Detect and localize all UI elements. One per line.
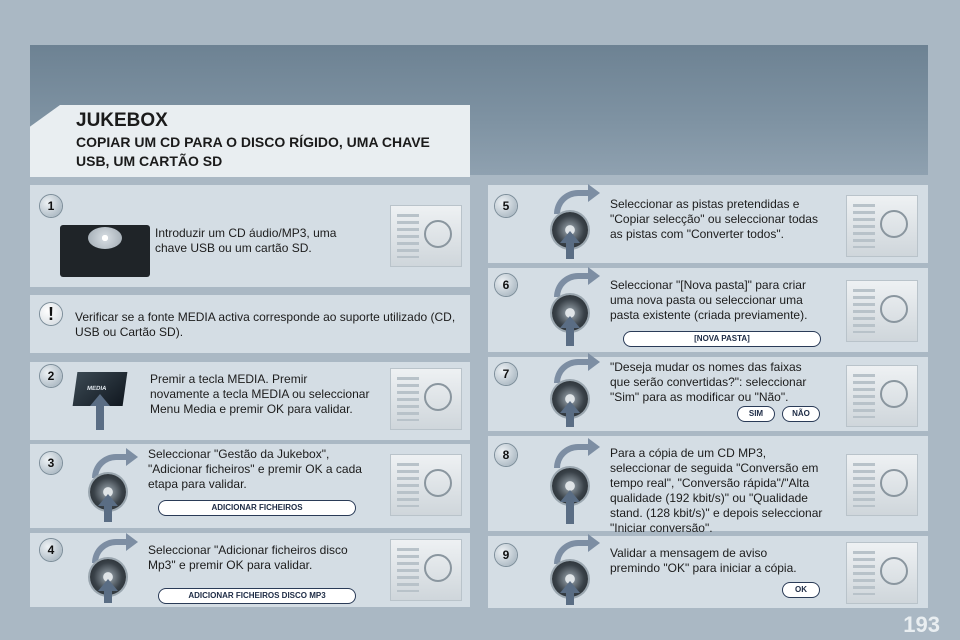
menu-option: ADICIONAR FICHEIROS [158, 500, 356, 516]
press-arrow-icon [566, 326, 574, 346]
step-5-panel [488, 185, 928, 263]
device-thumbnail [390, 539, 462, 601]
device-thumbnail [846, 365, 918, 427]
step-3-panel [30, 444, 470, 528]
device-thumbnail [846, 280, 918, 342]
step-9-panel [488, 536, 928, 608]
menu-option: [NOVA PASTA] [623, 331, 821, 347]
step-4-panel [30, 533, 470, 607]
step-number: 9 [495, 544, 517, 566]
warning-panel [30, 295, 470, 353]
step-6-text: Seleccionar "[Nova pasta]" para criar uma nova pasta ou seleccionar uma pasta existente (criada previamente). [610, 278, 808, 322]
step-8-panel [488, 436, 928, 535]
step-number: 3 [40, 452, 62, 474]
rotate-arrow-icon [554, 359, 590, 383]
step-4-text: Seleccionar "Adicionar ficheiros disco Mp3" e premir OK para validar. [148, 543, 348, 572]
page-subtitle: COPIAR UM CD PARA O DISCO RÍGIDO, UMA CHAVE USB, UM CARTÃO SD [76, 134, 430, 169]
step-6-panel [488, 268, 928, 352]
step-7-text: "Deseja mudar os nomes das faixas que serão convertidas?": seleccionar "Sim" para as modificar ou "Não". [610, 360, 807, 404]
device-thumbnail [846, 195, 918, 257]
step-1-text: Introduzir um CD áudio/MP3, uma chave USB ou um cartão SD. [155, 226, 337, 255]
step-number: 4 [40, 539, 62, 561]
step-number: 6 [495, 274, 517, 296]
device-thumbnail [390, 454, 462, 516]
step-9-text: Validar a mensagem de aviso premindo "OK" para iniciar a cópia. [610, 546, 797, 575]
step-1-panel [30, 185, 470, 287]
step-number: 8 [495, 444, 517, 466]
step-5-text: Seleccionar as pistas pretendidas e "Copiar selecção" ou seleccionar todas as pistas com "Converter todos". [610, 197, 818, 241]
step-number: 7 [495, 363, 517, 385]
press-arrow-icon [566, 591, 574, 605]
device-thumbnail [846, 454, 918, 516]
step-3-text: Seleccionar "Gestão da Jukebox", "Adicionar ficheiros" e premir OK a cada etapa para validar. [148, 447, 362, 491]
page-number: 193 [903, 612, 940, 637]
rotate-arrow-icon [554, 273, 590, 297]
step-7-panel [488, 357, 928, 431]
press-arrow-icon [104, 589, 112, 603]
cd-disc-icon [88, 227, 122, 249]
device-thumbnail [846, 542, 918, 604]
device-thumbnail [390, 368, 462, 430]
press-arrow-icon [566, 500, 574, 524]
step-2-panel [30, 362, 470, 440]
rotate-arrow-icon [554, 190, 590, 214]
option-no: NÃO [782, 406, 820, 422]
option-ok: OK [782, 582, 820, 598]
press-arrow-icon [566, 241, 574, 259]
page-title: JUKEBOX [76, 110, 168, 131]
media-button: MEDIA [73, 372, 128, 406]
radio-unit-image [60, 225, 150, 277]
step-number: 1 [40, 195, 62, 217]
step-2-text: Premir a tecla MEDIA. Premir novamente a tecla MEDIA ou seleccionar Menu Media e premir OK para validar. [150, 372, 370, 416]
device-thumbnail [390, 205, 462, 267]
step-number: 2 [40, 365, 62, 387]
press-arrow-icon [566, 411, 574, 427]
warning-text: Verificar se a fonte MEDIA activa corresponde ao suporte utilizado (CD, USB ou Cartão SD). [75, 310, 456, 339]
press-arrow-icon [96, 404, 104, 430]
rotate-arrow-icon [554, 444, 590, 468]
menu-option: ADICIONAR FICHEIROS DISCO MP3 [158, 588, 356, 604]
step-8-text: Para a cópia de um CD MP3, seleccionar de seguida "Conversão em tempo real", "Conversão rápida"/"Alta qualidade (192 kbit/s)" ou "Qualidade stand. (128 kbit/s)" e depois seleccionar "Iniciar conversão". [610, 446, 823, 535]
press-arrow-icon [104, 504, 112, 522]
warning-icon: ! [40, 303, 62, 325]
option-yes: SIM [737, 406, 775, 422]
step-number: 5 [495, 195, 517, 217]
